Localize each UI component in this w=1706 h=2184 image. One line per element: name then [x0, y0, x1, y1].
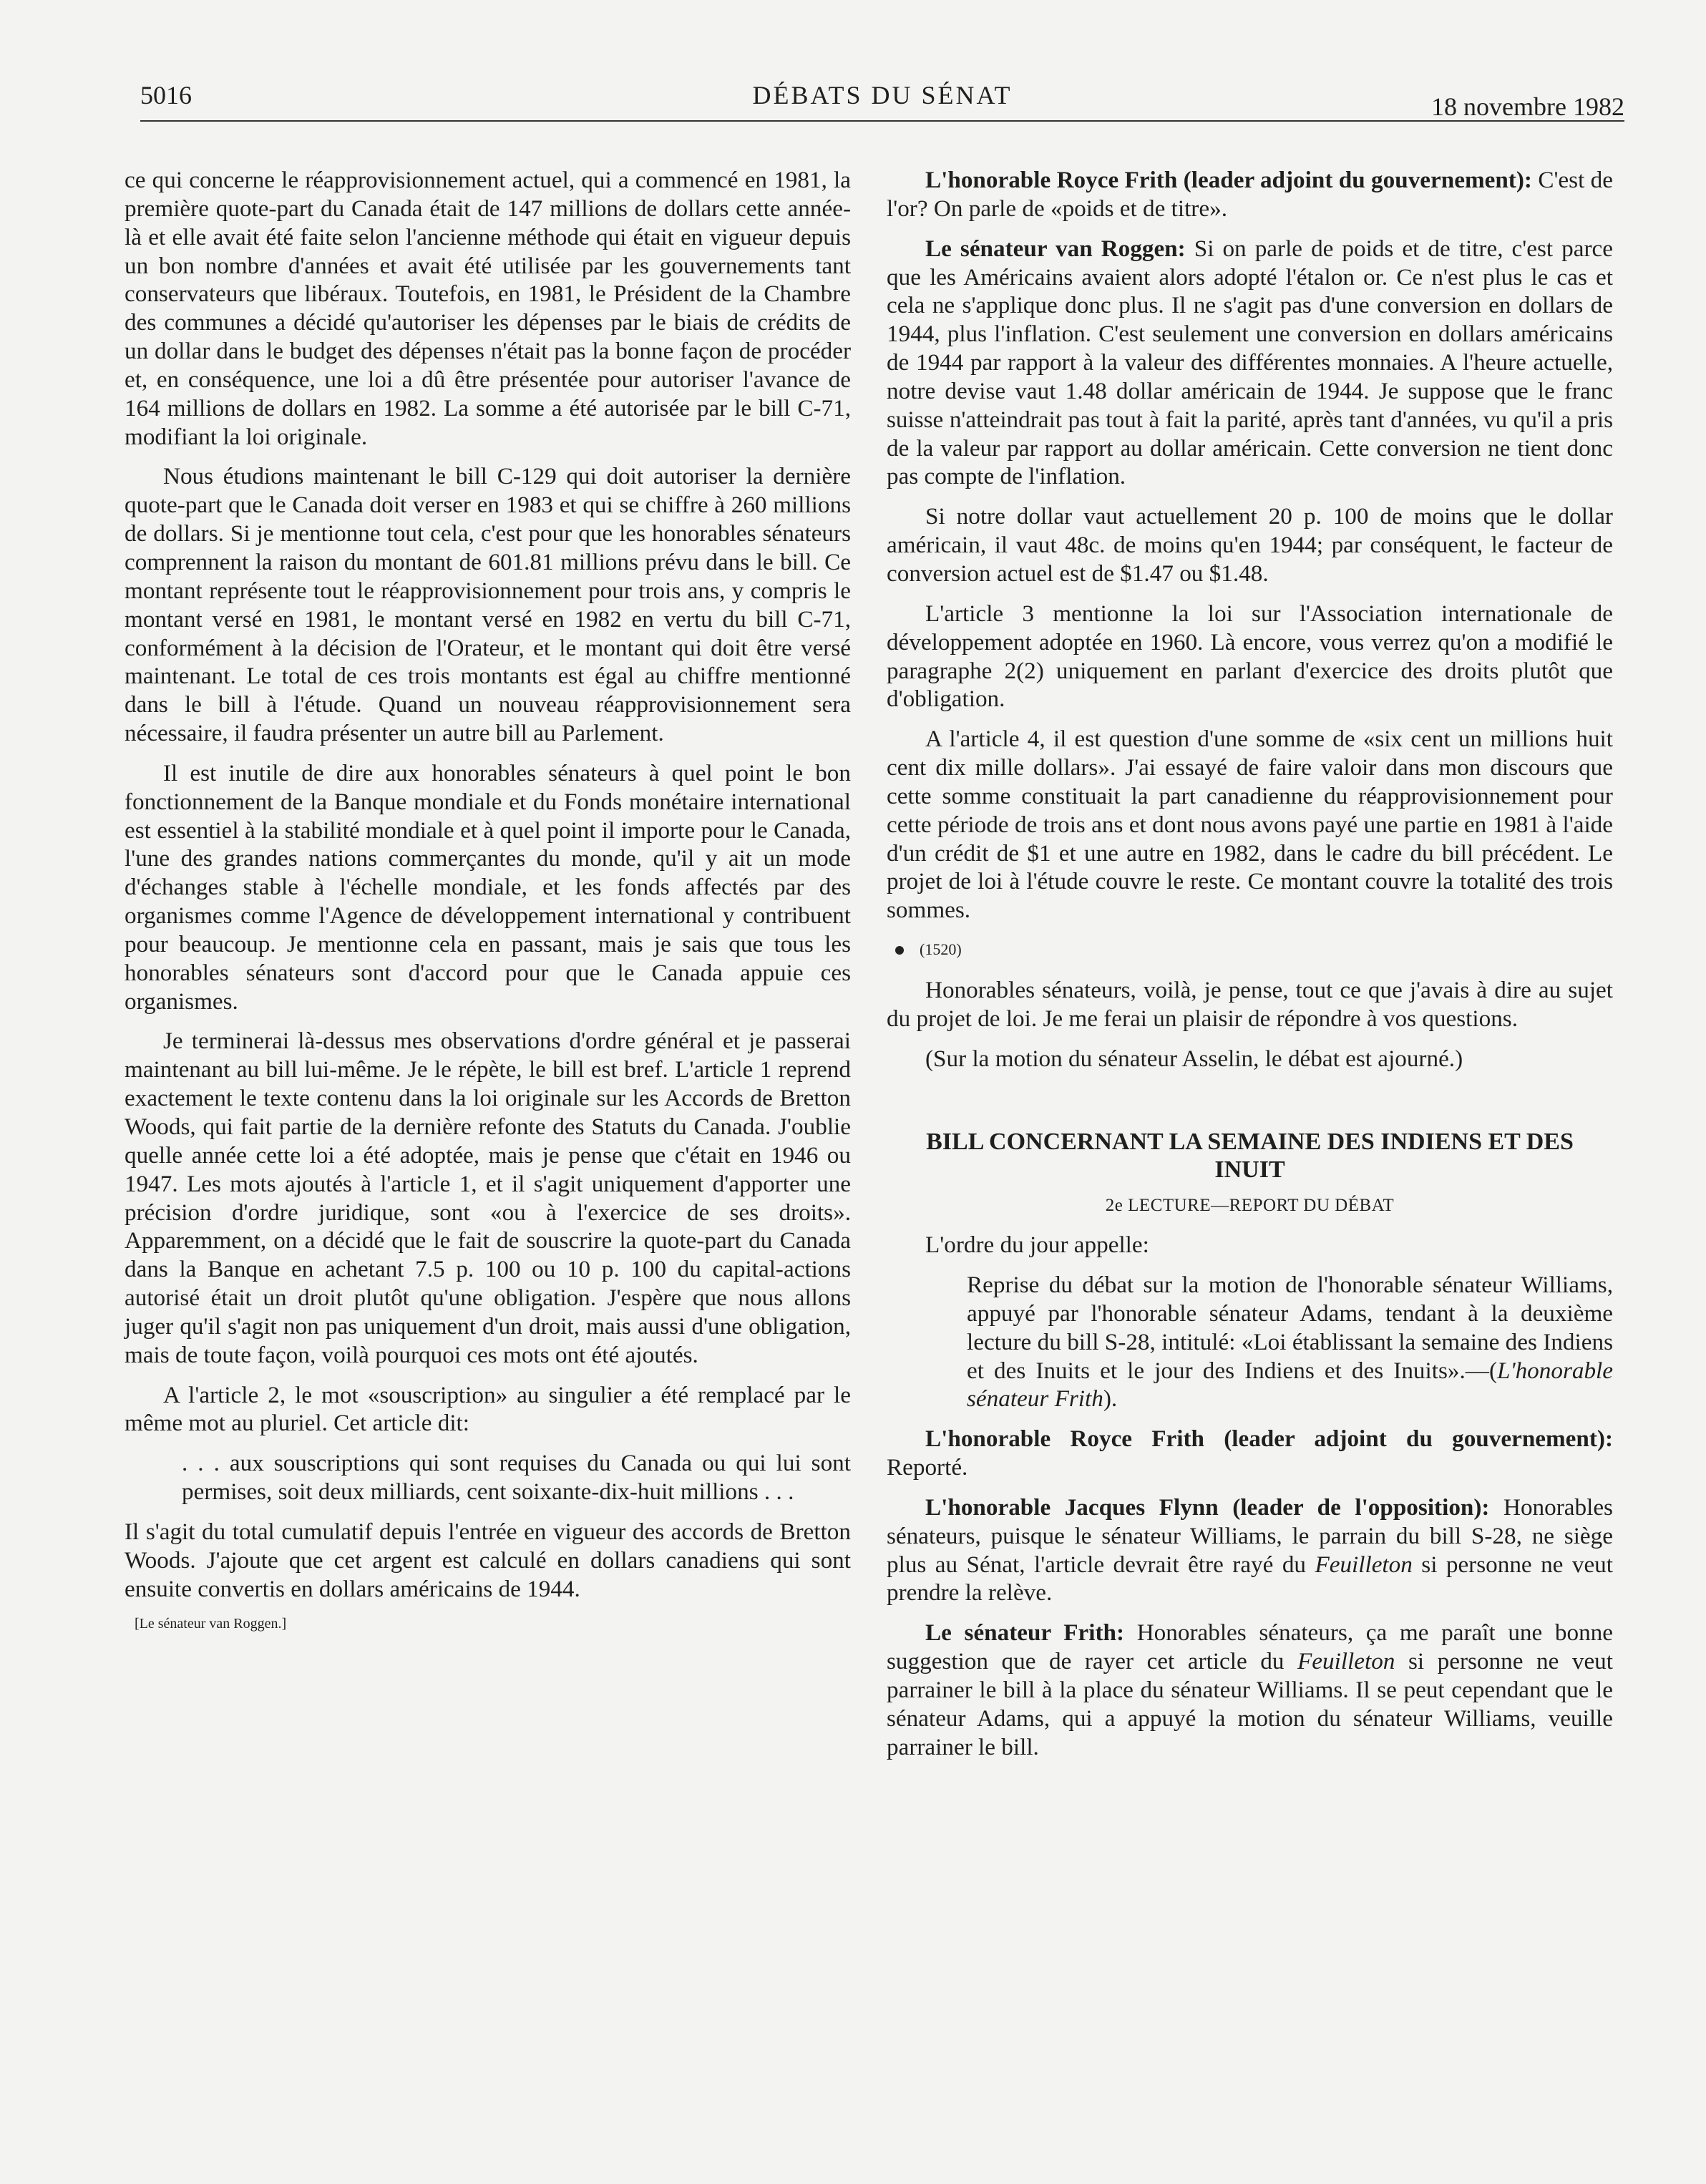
paragraph: Nous étudions maintenant le bill C-129 qui doit autoriser la dernière quote-part que le Canada doit verser en 1983 et qui se chiffre à 260 millions de dollars. Si je mentionne tout cela, c'est pour que les honorables sénateurs comprennent la raison du montant de 601.81 millions prévu dans le bill. Ce montant représente tout le réapprovisionnement pour trois ans, y compris le montant versé en 1981, le montant versé en 1982 en vertu du bill C-71, conformément à la décision de l'Orateur, et le montant qui doit être versé maintenant. Le total de ces trois montants est égal au chiffre mentionné dans le bill à l'étude. Quand un nouveau réapprovisionnement sera nécessaire, il faudra présenter un autre bill au Parlement.	[125, 463, 851, 747]
speech	[887, 1425, 1613, 1482]
speech: L'honorable Jacques Flynn (leader de l'opposition): Honorables sénateurs, puisque le sénateur Williams, le parrain du bill S-28, ne siège plus au Sénat, l'article devrait être rayé du Feuilleton si personne ne veut prendre la relève.	[887, 1493, 1613, 1607]
header-date: 18 novembre 1982	[1431, 92, 1624, 121]
bullet-icon	[895, 946, 904, 955]
speaker-reference: [Le sénateur van Roggen.]	[135, 1615, 287, 1632]
paragraph: Il s'agit du total cumulatif depuis l'entrée en vigueur des accords de Bretton Woods. J'ajoute que cet argent est calculé en dollars canadiens qui sont ensuite convertis en dollars américains de 1944.	[125, 1518, 851, 1602]
paragraph: ce qui concerne le réapprovisionnement actuel, qui a commencé en 1981, la première quote-part du Canada était de 147 millions de dollars cette année-là et elle avait été faite selon l'ancienne méthode qui était en vigueur depuis un bon nombre d'années et avait été utilisée par les gouvernements tant conservateurs que libéraux. Toutefois, en 1981, le Président de la Chambre des communes a décidé qu'autoriser les dépenses par le biais de crédits de un dollar dans le budget des dépenses n'était pas la bonne façon de procéder et, en conséquence, une loi a dû être présentée pour autoriser l'avance de 164 millions de dollars en 1982. La somme a été autorisée par le bill C-71, modifiant la loi originale.	[125, 167, 851, 450]
paragraph: Si notre dollar vaut actuellement 20 p. 100 de moins que le dollar américain, il vaut 48c. de moins qu'en 1944; par conséquent, le facteur de conversion actuel est de $1.47 ou $1.48.	[887, 503, 1613, 587]
speech-text: Reporté.	[887, 1454, 968, 1481]
time-marker	[887, 940, 1613, 959]
paragraph: L'ordre du jour appelle:	[925, 1232, 1149, 1259]
speaker-name: L'honorable Jacques Flynn (leader de l'opposition):	[925, 1493, 1490, 1521]
speech-text: Si on parle de poids et de titre, c'est parce que les Américains avaient alors adopté l'étalon or. Ce n'est plus le cas et cela ne s'applique donc plus. Il ne s'agit pas d'une conversion en dollars de 1944, plus l'inflation. C'est seulement une conversion en dollars américains de 1944 par rapport à la valeur des différentes monnaies. A l'heure actuelle, notre devise vaut 1.48 dollar américain de 1944. Je suppose que le franc suisse n'atteindrait pas tout à fait la parité, après tant d'années, vu qu'il a pris de la valeur par rapport au dollar américain. Cette conversion ne tient donc pas compte de l'inflation.	[887, 235, 1613, 490]
speech: Le sénateur Frith: Honorables sénateurs, ça me paraît une bonne suggestion que de rayer cet article du Feuilleton si personne ne veut parrainer le bill à la place du sénateur Williams. Il se peut cependant que le sénateur Adams, qui a appuyé la motion du sénateur Williams, veuille parrainer le bill.	[887, 1619, 1614, 1760]
section-subtitle: 2e LECTURE—REPORT DU DÉBAT	[1105, 1196, 1395, 1216]
speaker-name: L'honorable Royce Frith (leader adjoint du gouvernement):	[925, 1425, 1613, 1453]
speaker-name: L'honorable Royce Frith (leader adjoint du gouvernement):	[925, 167, 1532, 193]
speaker-name: Le sénateur Frith:	[925, 1619, 1125, 1647]
speech-text: C'est de l'or? On parle de «poids et de titre».	[887, 167, 1613, 222]
section-title: BILL CONCERNANT LA SEMAINE DES INDIENS ET DES INUIT	[926, 1128, 1574, 1184]
paragraph: A l'article 4, il est question d'une somme de «six cent un millions huit cent dix mille dollars». J'ai essayé de faire valoir dans mon discours que cette somme constituait la part canadienne du réapprovisionnement pour cette période de trois ans et dont nous avons payé une partie en 1981 à l'aide d'un crédit de $1 et une autre en 1982, dans le cadre du bill précédent. Le projet de loi à l'étude couvre le reste. Ce montant couvre la totalité des trois sommes.	[887, 726, 1613, 924]
page-number: 5016	[140, 81, 192, 109]
journal-title: DÉBATS DU SÉNAT	[752, 81, 1013, 109]
speaker-name: Le sénateur van Roggen:	[925, 235, 1186, 262]
paragraph: Il est inutile de dire aux honorables sénateurs à quel point le bon fonctionnement de la Banque mondiale et du Fonds monétaire international est essentiel à la stabilité mondiale et à quel point il importe pour le Canada, l'une des grandes nations commerçantes du monde, qu'il y ait un mode d'échanges stable à l'échelle mondiale, et les fonds affectés par des organismes comme l'Agence de développement international y contribuent pour beaucoup. Je mentionne cela en passant, mais je sais que tous les honorables sénateurs sont d'accord pour que le Canada appuie ces organismes.	[125, 759, 851, 1015]
timestamp: (1520)	[920, 940, 962, 959]
right-column	[887, 166, 1613, 1773]
paragraph: Honorables sénateurs, voilà, je pense, tout ce que j'avais à dire au sujet du projet de loi. Je me ferai un plaisir de répondre à vos questions.	[887, 977, 1613, 1033]
paragraph: A l'article 2, le mot «souscription» au singulier a été remplacé par le même mot au pluriel. Cet article dit:	[125, 1381, 851, 1437]
speech	[887, 235, 1613, 492]
paragraph: L'article 3 mentionne la loi sur l'Association internationale de développement adoptée en 1960. Là encore, vous verrez qu'on a modifié le paragraphe 2(2) uniquement en parlant d'exercice des droits plutôt que d'obligation.	[887, 600, 1613, 713]
speech	[887, 166, 1613, 223]
order-of-day-quote: Reprise du débat sur la motion de l'honorable sénateur Williams, appuyé par l'honorable sénateur Adams, tendant à la deuxième lecture du bill S-28, intitulé: «Loi établissant la semaine des Indiens et des Inuits et le jour des Indiens et des Inuits».—(L'honorable sénateur Frith).	[967, 1272, 1613, 1413]
left-column	[125, 166, 851, 1632]
running-header	[140, 80, 1624, 123]
header-rule	[140, 120, 1624, 122]
block-quote: . . . aux souscriptions qui sont requises du Canada ou qui lui sont permises, soit deux milliards, cent soixante-dix-huit millions . . .	[182, 1450, 851, 1506]
paragraph: Je terminerai là-dessus mes observations d'ordre général et je passerai maintenant au bill lui-même. Je le répète, le bill est bref. L'article 1 reprend exactement le texte contenu dans la loi originale sur les Accords de Bretton Woods, qui fait partie de la dernière refonte des Statuts du Canada. J'oublie quelle année cette loi a été adoptée, mais je pense que c'était en 1946 ou 1947. Les mots ajoutés à l'article 1, et il s'agit uniquement d'apporter une précision d'ordre juridique, sont «ou à l'exercice de ses droits». Apparemment, on a décidé que le fait de souscrire la quote-part du Canada dans la Banque en achetant 7.5 p. 100 ou 10 p. 100 du capital-actions autorisé était un droit plutôt qu'une obligation. J'espère que nous allons juger qu'il s'agit non pas uniquement d'un droit, mais aussi d'une obligation, mais de toute façon, voilà pourquoi ces mots ont été ajoutés.	[125, 1028, 851, 1368]
procedural-note: (Sur la motion du sénateur Asselin, le débat est ajourné.)	[925, 1045, 1463, 1073]
